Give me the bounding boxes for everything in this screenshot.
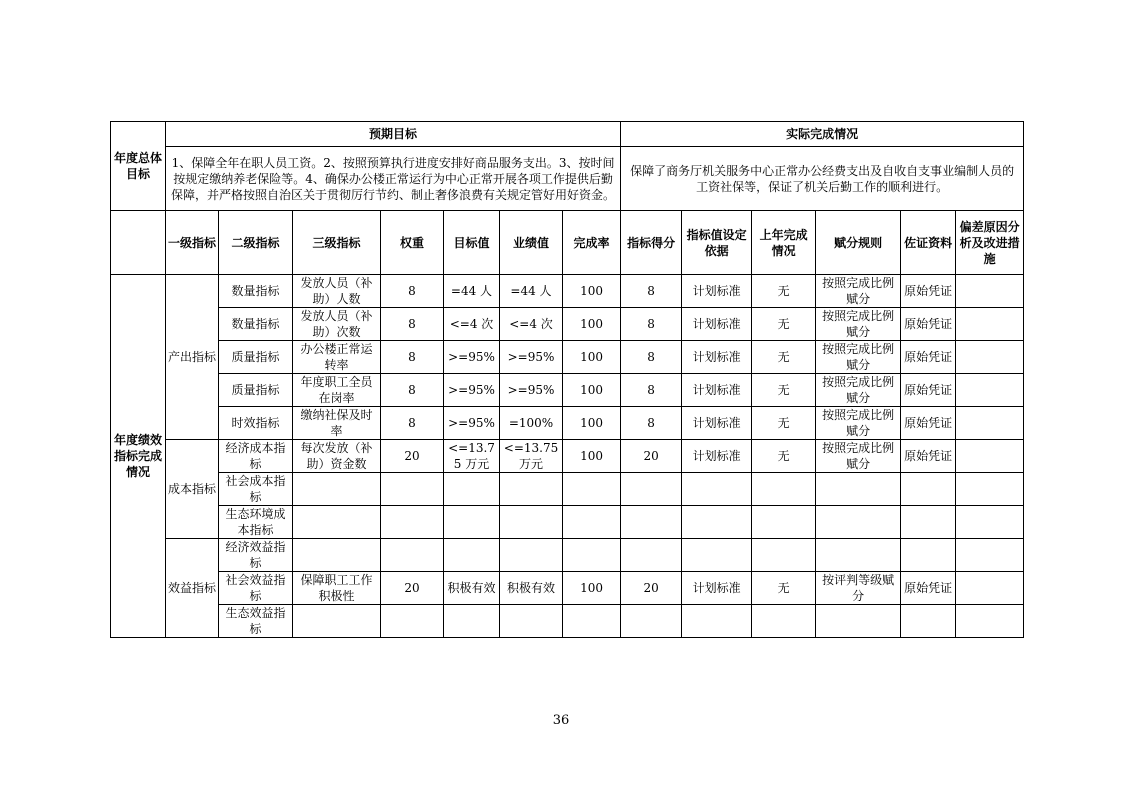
cell-deviation	[956, 506, 1024, 539]
cell-evidence: 原始凭证	[901, 572, 956, 605]
level1-indicator: 成本指标	[166, 440, 219, 539]
cell-last-year: 无	[752, 440, 816, 473]
cell-deviation	[956, 374, 1024, 407]
cell-rate: 100	[563, 341, 621, 374]
cell-level3: 年度职工全员在岗率	[293, 374, 381, 407]
cell-actual: 积极有效	[500, 572, 563, 605]
column-header: 目标值	[444, 211, 500, 275]
cell-rule: 按照完成比例赋分	[816, 341, 901, 374]
cell-last-year	[752, 506, 816, 539]
cell-deviation	[956, 341, 1024, 374]
cell-last-year: 无	[752, 275, 816, 308]
cell-weight	[381, 506, 444, 539]
cell-score	[621, 605, 682, 638]
expected-header: 预期目标	[166, 122, 621, 147]
summary-row-label: 年度总体目标	[111, 122, 166, 211]
cell-rule: 按照完成比例赋分	[816, 308, 901, 341]
table-row	[111, 506, 1024, 539]
column-header: 佐证资料	[901, 211, 956, 275]
cell-rule	[816, 506, 901, 539]
cell-target: 积极有效	[444, 572, 500, 605]
cell-rule	[816, 473, 901, 506]
cell-last-year	[752, 605, 816, 638]
cell-score	[621, 506, 682, 539]
actual-result-text: 保障了商务厅机关服务中心正常办公经费支出及自收自支事业编制人员的工资社保等，保证了机关后勤工作的顺利进行。	[621, 147, 1024, 211]
cell-rate	[563, 539, 621, 572]
table-row	[111, 440, 1024, 473]
cell-score: 8	[621, 308, 682, 341]
cell-weight: 8	[381, 275, 444, 308]
level1-indicator: 产出指标	[166, 275, 219, 440]
cell-rate: 100	[563, 275, 621, 308]
level1-indicator: 效益指标	[166, 539, 219, 638]
cell-deviation	[956, 539, 1024, 572]
cell-rule	[816, 539, 901, 572]
level2-indicator: 生态效益指标	[219, 605, 293, 638]
cell-last-year: 无	[752, 407, 816, 440]
column-header: 二级指标	[219, 211, 293, 275]
cell-rule	[816, 605, 901, 638]
table-row	[111, 605, 1024, 638]
cell-evidence: 原始凭证	[901, 275, 956, 308]
cell-basis	[682, 506, 752, 539]
cell-rate: 100	[563, 440, 621, 473]
level2-indicator: 社会效益指标	[219, 572, 293, 605]
column-header: 指标值设定依据	[682, 211, 752, 275]
table-row	[111, 407, 1024, 440]
level2-indicator: 数量指标	[219, 275, 293, 308]
performance-table	[110, 121, 1024, 638]
cell-deviation	[956, 407, 1024, 440]
cell-level3: 发放人员（补助）人数	[293, 275, 381, 308]
cell-deviation	[956, 605, 1024, 638]
cell-actual: <=13.75 万元	[500, 440, 563, 473]
page-number: 36	[552, 713, 570, 728]
cell-last-year: 无	[752, 572, 816, 605]
level2-indicator: 质量指标	[219, 341, 293, 374]
cell-evidence: 原始凭证	[901, 341, 956, 374]
cell-score	[621, 539, 682, 572]
cell-deviation	[956, 308, 1024, 341]
cell-last-year: 无	[752, 308, 816, 341]
table-row	[111, 275, 1024, 308]
cell-score: 20	[621, 572, 682, 605]
cell-last-year	[752, 539, 816, 572]
cell-level3: 每次发放（补助）资金数	[293, 440, 381, 473]
cell-rate: 100	[563, 572, 621, 605]
column-header-row	[111, 211, 1024, 275]
column-header: 赋分规则	[816, 211, 901, 275]
cell-rate	[563, 506, 621, 539]
table-row	[111, 572, 1024, 605]
level2-indicator: 数量指标	[219, 308, 293, 341]
cell-actual	[500, 605, 563, 638]
column-header: 一级指标	[166, 211, 219, 275]
cell-actual: =44 人	[500, 275, 563, 308]
cell-rate: 100	[563, 308, 621, 341]
cell-weight: 8	[381, 407, 444, 440]
actual-header: 实际完成情况	[621, 122, 1024, 147]
cell-evidence: 原始凭证	[901, 440, 956, 473]
cell-actual: <=4 次	[500, 308, 563, 341]
cell-evidence	[901, 539, 956, 572]
level2-indicator: 社会成本指标	[219, 473, 293, 506]
cell-deviation	[956, 440, 1024, 473]
cell-target: >=95%	[444, 374, 500, 407]
cell-rate	[563, 473, 621, 506]
cell-target: <=13.75 万元	[444, 440, 500, 473]
cell-score: 20	[621, 440, 682, 473]
cell-basis	[682, 605, 752, 638]
cell-deviation	[956, 572, 1024, 605]
cell-last-year: 无	[752, 374, 816, 407]
cell-level3: 办公楼正常运转率	[293, 341, 381, 374]
cell-last-year: 无	[752, 341, 816, 374]
cell-last-year	[752, 473, 816, 506]
cell-score: 8	[621, 341, 682, 374]
expected-goal-text: 1、保障全年在职人员工资。2、按照预算执行进度安排好商品服务支出。3、按时间按规定缴纳养老保险等。4、确保办公楼正常运行为中心正常开展各项工作提供后勤保障，并严格按照自治区关于贯彻厉行节约、制止奢侈浪费有关规定管好用好资金。	[166, 147, 621, 211]
level2-indicator: 质量指标	[219, 374, 293, 407]
cell-target: >=95%	[444, 407, 500, 440]
cell-level3	[293, 473, 381, 506]
cell-evidence	[901, 506, 956, 539]
cell-evidence: 原始凭证	[901, 407, 956, 440]
cell-weight	[381, 539, 444, 572]
table-row	[111, 308, 1024, 341]
cell-evidence: 原始凭证	[901, 308, 956, 341]
cell-basis	[682, 473, 752, 506]
cell-level3	[293, 605, 381, 638]
cell-rule: 按照完成比例赋分	[816, 374, 901, 407]
cell-rule: 按照完成比例赋分	[816, 440, 901, 473]
cell-basis: 计划标准	[682, 275, 752, 308]
cell-level3	[293, 506, 381, 539]
cell-rate	[563, 605, 621, 638]
cell-rule: 按照完成比例赋分	[816, 275, 901, 308]
cell-target: >=95%	[444, 341, 500, 374]
table-row	[111, 539, 1024, 572]
cell-actual	[500, 473, 563, 506]
cell-level3	[293, 539, 381, 572]
cell-weight: 8	[381, 374, 444, 407]
cell-actual	[500, 539, 563, 572]
column-header: 指标得分	[621, 211, 682, 275]
cell-weight: 20	[381, 440, 444, 473]
cell-weight: 8	[381, 308, 444, 341]
cell-actual: =100%	[500, 407, 563, 440]
cell-evidence	[901, 473, 956, 506]
cell-rule: 按评判等级赋分	[816, 572, 901, 605]
column-header: 三级指标	[293, 211, 381, 275]
cell-basis: 计划标准	[682, 407, 752, 440]
cell-rate: 100	[563, 374, 621, 407]
cell-weight: 20	[381, 572, 444, 605]
table-row	[111, 473, 1024, 506]
cell-target	[444, 605, 500, 638]
cell-weight: 8	[381, 341, 444, 374]
level2-indicator: 经济成本指标	[219, 440, 293, 473]
cell-score: 8	[621, 407, 682, 440]
header-blank	[111, 211, 166, 275]
cell-rate: 100	[563, 407, 621, 440]
table-row	[111, 341, 1024, 374]
cell-basis: 计划标准	[682, 440, 752, 473]
cell-evidence	[901, 605, 956, 638]
level2-indicator: 时效指标	[219, 407, 293, 440]
cell-level3: 保障职工工作积极性	[293, 572, 381, 605]
cell-level3: 发放人员（补助）次数	[293, 308, 381, 341]
cell-target	[444, 506, 500, 539]
cell-basis: 计划标准	[682, 374, 752, 407]
cell-basis: 计划标准	[682, 341, 752, 374]
cell-target: <=4 次	[444, 308, 500, 341]
cell-actual: >=95%	[500, 341, 563, 374]
cell-weight	[381, 473, 444, 506]
table-row	[111, 374, 1024, 407]
cell-basis	[682, 539, 752, 572]
cell-score: 8	[621, 374, 682, 407]
cell-deviation	[956, 275, 1024, 308]
cell-target	[444, 539, 500, 572]
column-header: 上年完成情况	[752, 211, 816, 275]
cell-score: 8	[621, 275, 682, 308]
cell-target: =44 人	[444, 275, 500, 308]
cell-actual: >=95%	[500, 374, 563, 407]
cell-deviation	[956, 473, 1024, 506]
cell-level3: 缴纳社保及时率	[293, 407, 381, 440]
column-header: 完成率	[563, 211, 621, 275]
column-header: 业绩值	[500, 211, 563, 275]
cell-score	[621, 473, 682, 506]
cell-basis: 计划标准	[682, 572, 752, 605]
column-header: 权重	[381, 211, 444, 275]
level2-indicator: 生态环境成本指标	[219, 506, 293, 539]
cell-weight	[381, 605, 444, 638]
cell-basis: 计划标准	[682, 308, 752, 341]
column-header: 偏差原因分析及改进措施	[956, 211, 1024, 275]
level2-indicator: 经济效益指标	[219, 539, 293, 572]
cell-evidence: 原始凭证	[901, 374, 956, 407]
cell-actual	[500, 506, 563, 539]
cell-rule: 按照完成比例赋分	[816, 407, 901, 440]
section-label: 年度绩效指标完成情况	[111, 275, 166, 638]
cell-target	[444, 473, 500, 506]
